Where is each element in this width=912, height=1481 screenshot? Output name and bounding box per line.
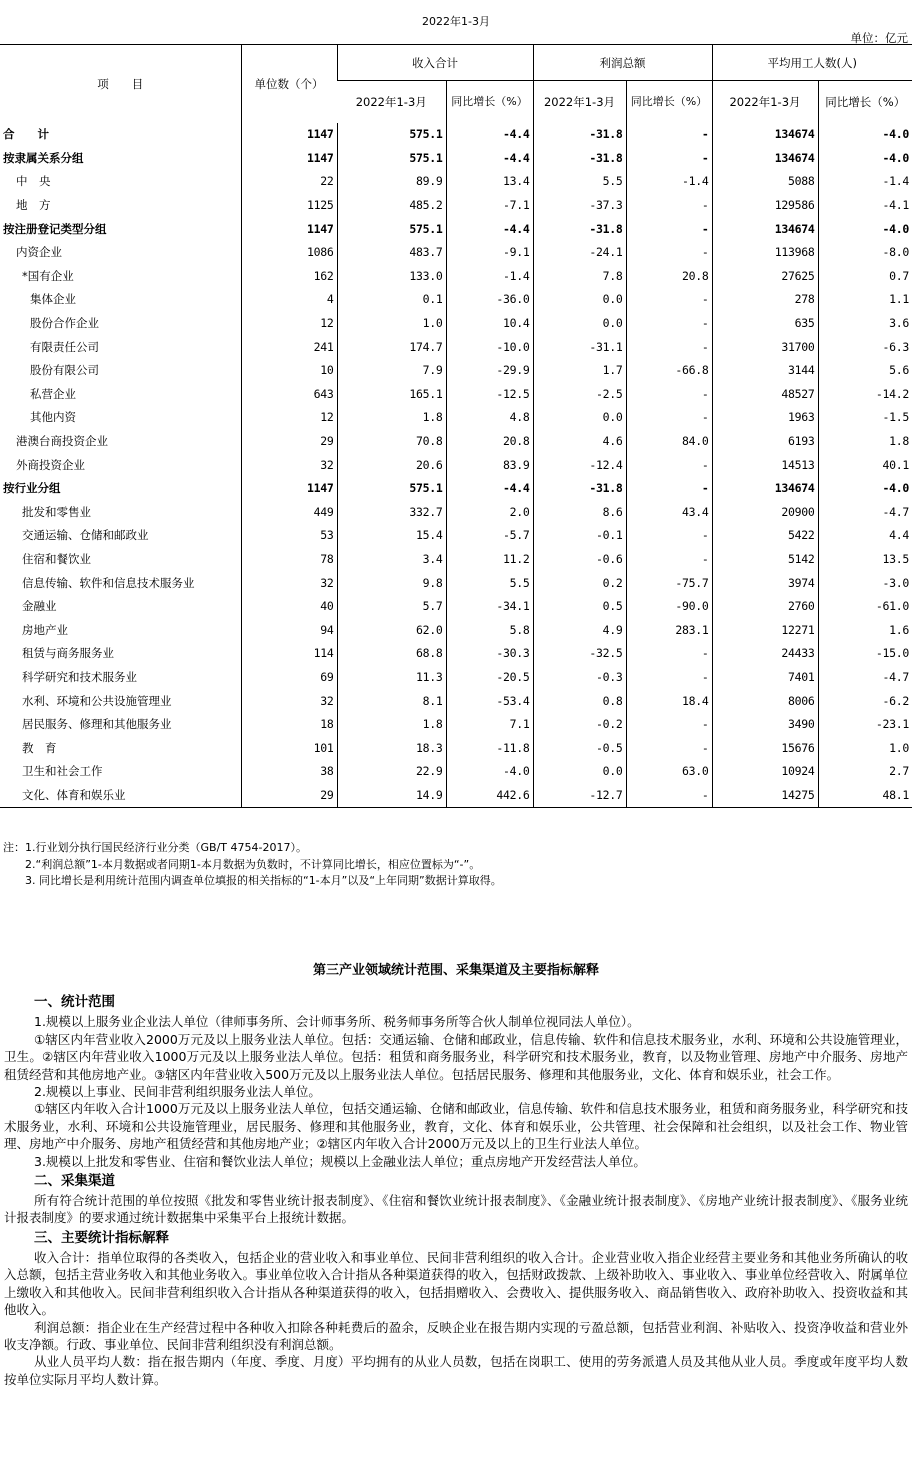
cell-emp: 134674 xyxy=(712,476,818,500)
row-label: 股份有限公司 xyxy=(30,363,99,378)
section-channels: 二、采集渠道 xyxy=(34,1173,115,1190)
cell-emp: 48527 xyxy=(712,382,818,406)
cell-inc: 1.0 xyxy=(337,311,446,335)
cell-units: 1147 xyxy=(241,217,337,241)
cell-units: 38 xyxy=(241,760,337,784)
header-emp-period: 2022年1-3月 xyxy=(712,81,818,123)
cell-inc-g: 2.0 xyxy=(446,500,533,524)
cell-emp-g: -15.0 xyxy=(818,642,912,666)
table-row xyxy=(0,193,912,217)
cell-emp-g: -4.7 xyxy=(818,500,912,524)
row-label: 卫生和社会工作 xyxy=(22,764,103,779)
cell-inc: 14.9 xyxy=(337,783,446,807)
cell-prof: -24.1 xyxy=(533,240,626,264)
cell-emp-g: -8.0 xyxy=(818,240,912,264)
cell-prof-g: - xyxy=(626,217,712,241)
cell-units: 69 xyxy=(241,665,337,689)
table-row xyxy=(0,406,912,430)
header-employees: 平均用工人数(人) xyxy=(712,45,912,81)
table-row xyxy=(0,288,912,312)
cell-prof: -2.5 xyxy=(533,382,626,406)
cell-units: 94 xyxy=(241,618,337,642)
cell-units: 643 xyxy=(241,382,337,406)
cell-prof-g: -1.4 xyxy=(626,170,712,194)
cell-emp: 24433 xyxy=(712,642,818,666)
cell-prof-g: - xyxy=(626,453,712,477)
cell-emp-g: -4.1 xyxy=(818,193,912,217)
row-label: 居民服务、修理和其他服务业 xyxy=(22,717,172,732)
table-row xyxy=(0,358,912,382)
cell-inc: 68.8 xyxy=(337,642,446,666)
cell-emp-g: 0.7 xyxy=(818,264,912,288)
cell-emp: 14513 xyxy=(712,453,818,477)
cell-inc-g: 11.2 xyxy=(446,547,533,571)
cell-emp: 5422 xyxy=(712,524,818,548)
table-row xyxy=(0,594,912,618)
cell-prof: 4.6 xyxy=(533,429,626,453)
row-label: 集体企业 xyxy=(30,292,76,307)
row-label: 交通运输、仓储和邮政业 xyxy=(22,528,149,543)
cell-inc: 3.4 xyxy=(337,547,446,571)
cell-inc: 575.1 xyxy=(337,476,446,500)
cell-emp: 278 xyxy=(712,288,818,312)
cell-emp-g: -1.4 xyxy=(818,170,912,194)
cell-emp-g: 1.1 xyxy=(818,288,912,312)
cell-inc-g: -11.8 xyxy=(446,736,533,760)
cell-emp-g: -1.5 xyxy=(818,406,912,430)
unit-label: 单位：亿元 xyxy=(850,31,908,45)
section-indicators: 三、主要统计指标解释 xyxy=(34,1229,169,1246)
cell-emp-g: 1.6 xyxy=(818,618,912,642)
cell-emp: 20900 xyxy=(712,500,818,524)
cell-inc-g: -30.3 xyxy=(446,642,533,666)
cell-emp-g: 1.0 xyxy=(818,736,912,760)
cell-prof: -31.8 xyxy=(533,476,626,500)
header-income: 收入合计 xyxy=(337,45,533,81)
table-row xyxy=(0,760,912,784)
cell-inc-g: -5.7 xyxy=(446,524,533,548)
row-label: 租赁与商务服务业 xyxy=(22,646,114,661)
paragraph: 2.规模以上事业、民间非营利组织服务业法人单位。 xyxy=(34,1084,321,1100)
cell-units: 162 xyxy=(241,264,337,288)
cell-prof-g: 84.0 xyxy=(626,429,712,453)
cell-prof-g: - xyxy=(626,642,712,666)
cell-emp-g: -4.0 xyxy=(818,123,912,147)
cell-units: 32 xyxy=(241,453,337,477)
cell-emp: 2760 xyxy=(712,594,818,618)
cell-emp-g: -4.0 xyxy=(818,476,912,500)
cell-inc-g: 10.4 xyxy=(446,311,533,335)
header-profit-growth: 同比增长（%） xyxy=(626,81,712,123)
cell-emp: 7401 xyxy=(712,665,818,689)
row-label: 文化、体育和娱乐业 xyxy=(0,783,241,807)
cell-inc: 5.7 xyxy=(337,594,446,618)
cell-prof: 0.0 xyxy=(533,760,626,784)
cell-prof: -0.2 xyxy=(533,712,626,736)
row-label: 外商投资企业 xyxy=(16,457,85,472)
row-label: 信息传输、软件和信息技术服务业 xyxy=(22,575,195,590)
cell-prof: -31.8 xyxy=(533,123,626,147)
cell-prof-g: - xyxy=(626,146,712,170)
cell-inc-g: 13.4 xyxy=(446,170,533,194)
cell-units: 40 xyxy=(241,594,337,618)
cell-inc-g: -4.4 xyxy=(446,217,533,241)
cell-prof: 0.0 xyxy=(533,311,626,335)
note-3: 3. 同比增长是利用统计范围内调查单位填报的相关指标的“1-本月”以及“上年同期”数据计算取得。 xyxy=(3,874,502,887)
paragraph: 收入合计：指单位取得的各类收入，包括企业的营业收入和事业单位、民间非营利组织的收入合计。企业营业收入指企业经营主要业务和其他业务所确认的收入总额，包括主营业务收入和其他业务收入。事业单位收入合计指从各种渠道获得的收入，包括财政拨款、上级补助收入、事业收入、事业单位经营收入、附属单位上缴收入和其他收入。民间非营利组织收入合计指从各种渠道获得的收入，包括捐赠收入、会费收入、提供服务收入、商品销售收入、政府补助收入、投资收益和其他收入。 xyxy=(4,1249,908,1318)
section-scope: 一、统计范围 xyxy=(34,994,115,1011)
cell-emp-g: -61.0 xyxy=(818,594,912,618)
cell-emp: 10924 xyxy=(712,760,818,784)
cell-inc-g: -53.4 xyxy=(446,689,533,713)
cell-prof: -37.3 xyxy=(533,193,626,217)
explanation-section xyxy=(4,962,908,1388)
row-label: 合 计 xyxy=(3,127,49,142)
cell-inc-g: 5.5 xyxy=(446,571,533,595)
row-label: 内资企业 xyxy=(16,245,62,260)
cell-emp: 27625 xyxy=(712,264,818,288)
cell-inc-g: -9.1 xyxy=(446,240,533,264)
cell-emp: 14275 xyxy=(712,783,818,807)
cell-prof-g: -66.8 xyxy=(626,358,712,382)
cell-prof-g: 283.1 xyxy=(626,618,712,642)
cell-emp-g: 1.8 xyxy=(818,429,912,453)
cell-emp-g: 3.6 xyxy=(818,311,912,335)
cell-inc-g: -4.4 xyxy=(446,123,533,147)
cell-inc-g: -29.9 xyxy=(446,358,533,382)
cell-prof: 0.8 xyxy=(533,689,626,713)
cell-emp: 3490 xyxy=(712,712,818,736)
cell-emp: 134674 xyxy=(712,217,818,241)
paragraph: 利润总额：指企业在生产经营过程中各种收入扣除各种耗费后的盈余，反映企业在报告期内实现的亏盈总额，包括营业利润、补贴收入、投资净收益和营业外收支净额。行政、事业单位、民间非营利组织没有利润总额。 xyxy=(4,1319,908,1352)
header-item: 项 目 xyxy=(0,45,241,123)
table-row xyxy=(0,311,912,335)
cell-units: 1147 xyxy=(241,476,337,500)
cell-inc-g: 83.9 xyxy=(446,453,533,477)
row-label: 其他内资 xyxy=(30,410,76,425)
paragraph: 从业人员平均人数：指在报告期内（年度、季度、月度）平均拥有的从业人员数，包括在岗职工、使用的劳务派遣人员及其他从业人员。季度或年度平均人数按单位实际月平均人数计算。 xyxy=(4,1354,908,1387)
cell-inc-g: 5.8 xyxy=(446,618,533,642)
cell-emp-g: 48.1 xyxy=(818,783,912,807)
cell-prof-g: 20.8 xyxy=(626,264,712,288)
table-row xyxy=(0,429,912,453)
cell-prof-g: - xyxy=(626,288,712,312)
cell-inc: 174.7 xyxy=(337,335,446,359)
paragraph: 3.规模以上批发和零售业、住宿和餐饮业法人单位；规模以上金融业法人单位；重点房地产开发经营法人单位。 xyxy=(34,1153,646,1169)
cell-prof-g: -75.7 xyxy=(626,571,712,595)
note-1: 注：1.行业划分执行国民经济行业分类（GB/T 4754-2017）。 xyxy=(3,841,307,854)
table-row xyxy=(0,264,912,288)
cell-prof: 1.7 xyxy=(533,358,626,382)
table-row xyxy=(0,736,912,760)
cell-inc-g: 4.8 xyxy=(446,406,533,430)
cell-units: 4 xyxy=(241,288,337,312)
cell-units: 101 xyxy=(241,736,337,760)
cell-inc: 1.8 xyxy=(337,406,446,430)
cell-inc: 8.1 xyxy=(337,689,446,713)
cell-emp-g: 5.6 xyxy=(818,358,912,382)
statistics-table xyxy=(0,44,912,808)
table-row xyxy=(0,618,912,642)
row-label: 批发和零售业 xyxy=(22,504,91,519)
cell-units: 10 xyxy=(241,358,337,382)
cell-units: 18 xyxy=(241,712,337,736)
cell-units: 32 xyxy=(241,571,337,595)
cell-emp-g: -3.0 xyxy=(818,571,912,595)
cell-prof: -12.7 xyxy=(533,783,626,807)
row-label: 按隶属关系分组 xyxy=(3,150,84,165)
cell-prof-g: - xyxy=(626,335,712,359)
row-label: *国有企业 xyxy=(22,268,74,283)
cell-prof: 0.5 xyxy=(533,594,626,618)
row-label: 地 方 xyxy=(16,198,51,213)
cell-units: 22 xyxy=(241,170,337,194)
cell-inc: 11.3 xyxy=(337,665,446,689)
cell-prof: 0.0 xyxy=(533,288,626,312)
header-income-period: 2022年1-3月 xyxy=(337,81,446,123)
cell-prof: -0.3 xyxy=(533,665,626,689)
cell-units: 32 xyxy=(241,689,337,713)
cell-prof: -12.4 xyxy=(533,453,626,477)
cell-emp-g: -4.0 xyxy=(818,217,912,241)
row-label: 股份合作企业 xyxy=(30,316,99,331)
cell-emp-g: 13.5 xyxy=(818,547,912,571)
row-label: 教 育 xyxy=(22,740,57,755)
cell-units: 449 xyxy=(241,500,337,524)
cell-inc: 20.6 xyxy=(337,453,446,477)
table-row xyxy=(0,335,912,359)
cell-emp: 1963 xyxy=(712,406,818,430)
cell-prof-g: 43.4 xyxy=(626,500,712,524)
cell-inc: 133.0 xyxy=(337,264,446,288)
table-row xyxy=(0,123,912,147)
cell-emp: 6193 xyxy=(712,429,818,453)
cell-inc: 15.4 xyxy=(337,524,446,548)
cell-inc-g: -4.4 xyxy=(446,146,533,170)
cell-inc-g: -4.4 xyxy=(446,476,533,500)
cell-prof: -31.8 xyxy=(533,217,626,241)
cell-prof: 0.2 xyxy=(533,571,626,595)
row-label: 按注册登记类型分组 xyxy=(3,221,107,236)
paragraph: ①辖区内年营业收入2000万元及以上服务业法人单位。包括：交通运输、仓储和邮政业，信息传输、软件和信息技术服务业，水利、环境和公共设施管理业，卫生。②辖区内年营业收入1000万元及以上服务业法人单位。包括：租赁和商务服务业，科学研究和技术服务业，教育，以及物业管理、房地产中介服务、房地产租赁经营和其他房地产业。③辖区内年营业收入500万元及以上服务业法人单位。包括居民服务、修理和其他服务业，文化、体育和娱乐业，社会工作。 xyxy=(4,1031,908,1082)
header-units: 单位数（个） xyxy=(241,45,337,123)
cell-inc-g: 20.8 xyxy=(446,429,533,453)
cell-prof-g: - xyxy=(626,406,712,430)
paragraph: 所有符合统计范围的单位按照《批发和零售业统计报表制度》、《住宿和餐饮业统计报表制度》、《金融业统计报表制度》、《房地产业统计报表制度》、《服务业统计报表制度》的要求通过统计数据集中采集平台上报统计数据。 xyxy=(4,1193,908,1226)
table-row xyxy=(0,382,912,406)
cell-inc: 0.1 xyxy=(337,288,446,312)
row-label: 住宿和餐饮业 xyxy=(22,551,91,566)
cell-emp: 15676 xyxy=(712,736,818,760)
cell-prof-g: - xyxy=(626,665,712,689)
cell-prof-g: - xyxy=(626,547,712,571)
table-row xyxy=(0,217,912,241)
table-row xyxy=(0,240,912,264)
cell-units: 1147 xyxy=(241,123,337,147)
cell-prof-g: 63.0 xyxy=(626,760,712,784)
cell-emp: 134674 xyxy=(712,146,818,170)
cell-units: 12 xyxy=(241,311,337,335)
row-label: 房地产业 xyxy=(22,622,68,637)
cell-prof-g: -90.0 xyxy=(626,594,712,618)
cell-units: 241 xyxy=(241,335,337,359)
cell-prof: -0.6 xyxy=(533,547,626,571)
cell-prof-g: 18.4 xyxy=(626,689,712,713)
row-label: 私营企业 xyxy=(30,386,76,401)
cell-units: 53 xyxy=(241,524,337,548)
cell-emp: 5142 xyxy=(712,547,818,571)
cell-prof: 5.5 xyxy=(533,170,626,194)
cell-units: 1125 xyxy=(241,193,337,217)
cell-prof: -31.1 xyxy=(533,335,626,359)
cell-prof-g: - xyxy=(626,712,712,736)
table-notes xyxy=(3,840,908,890)
cell-emp: 3144 xyxy=(712,358,818,382)
header-profit: 利润总额 xyxy=(533,45,712,81)
table-row xyxy=(0,783,912,807)
cell-emp-g: -14.2 xyxy=(818,382,912,406)
cell-inc: 575.1 xyxy=(337,217,446,241)
cell-prof: -31.8 xyxy=(533,146,626,170)
cell-inc: 7.9 xyxy=(337,358,446,382)
cell-emp-g: -6.3 xyxy=(818,335,912,359)
table-row xyxy=(0,665,912,689)
cell-inc-g: -36.0 xyxy=(446,288,533,312)
cell-inc: 575.1 xyxy=(337,123,446,147)
cell-prof-g: - xyxy=(626,193,712,217)
row-label: 水利、环境和公共设施管理业 xyxy=(22,693,172,708)
cell-emp: 134674 xyxy=(712,123,818,147)
table-row xyxy=(0,524,912,548)
cell-prof-g: - xyxy=(626,476,712,500)
cell-prof: 7.8 xyxy=(533,264,626,288)
table-row xyxy=(0,453,912,477)
cell-prof-g: - xyxy=(626,736,712,760)
cell-inc: 70.8 xyxy=(337,429,446,453)
note-2: 2.“利润总额”1-本月数据或者同期1-本月数据为负数时，不计算同比增长，相应位置标为“-”。 xyxy=(3,857,481,871)
row-label: 金融业 xyxy=(22,599,57,614)
cell-units: 114 xyxy=(241,642,337,666)
cell-prof-g: - xyxy=(626,382,712,406)
table-body xyxy=(0,123,912,808)
cell-inc-g: -10.0 xyxy=(446,335,533,359)
cell-prof-g: - xyxy=(626,311,712,335)
cell-emp: 5088 xyxy=(712,170,818,194)
report-period: 2022年1-3月 xyxy=(422,15,490,28)
cell-inc-g: -4.0 xyxy=(446,760,533,784)
cell-emp-g: -4.7 xyxy=(818,665,912,689)
cell-inc-g: -1.4 xyxy=(446,264,533,288)
cell-emp: 12271 xyxy=(712,618,818,642)
table-row xyxy=(0,146,912,170)
table-row xyxy=(0,642,912,666)
cell-inc-g: 7.1 xyxy=(446,712,533,736)
cell-prof: -0.1 xyxy=(533,524,626,548)
cell-inc-g: -34.1 xyxy=(446,594,533,618)
header-emp-growth: 同比增长（%） xyxy=(818,81,912,123)
cell-inc: 483.7 xyxy=(337,240,446,264)
table-row xyxy=(0,712,912,736)
cell-emp-g: 2.7 xyxy=(818,760,912,784)
cell-inc: 332.7 xyxy=(337,500,446,524)
cell-units: 78 xyxy=(241,547,337,571)
row-label: 港澳台商投资企业 xyxy=(16,434,108,449)
table-row xyxy=(0,689,912,713)
cell-prof: -0.5 xyxy=(533,736,626,760)
cell-emp-g: -23.1 xyxy=(818,712,912,736)
cell-inc: 485.2 xyxy=(337,193,446,217)
cell-inc: 22.9 xyxy=(337,760,446,784)
table-row xyxy=(0,170,912,194)
cell-prof-g: - xyxy=(626,524,712,548)
row-label: 按行业分组 xyxy=(3,481,61,496)
cell-prof: 8.6 xyxy=(533,500,626,524)
header-profit-period: 2022年1-3月 xyxy=(533,81,626,123)
table-row xyxy=(0,547,912,571)
explanation-title: 第三产业领域统计范围、采集渠道及主要指标解释 xyxy=(312,963,599,978)
cell-prof-g: - xyxy=(626,240,712,264)
cell-inc: 9.8 xyxy=(337,571,446,595)
cell-inc-g: -7.1 xyxy=(446,193,533,217)
cell-emp: 31700 xyxy=(712,335,818,359)
table-row xyxy=(0,571,912,595)
cell-emp-g: 4.4 xyxy=(818,524,912,548)
cell-inc: 575.1 xyxy=(337,146,446,170)
cell-emp: 129586 xyxy=(712,193,818,217)
paragraph: ①辖区内年收入合计1000万元及以上服务业法人单位，包括交通运输、仓储和邮政业，信息传输、软件和信息技术服务业，租赁和商务服务业，科学研究和技术服务业，水利、环境和公共设施管理业，居民服务、修理和其他服务业，教育，文化、体育和娱乐业，公共管理、社会保障和社会组织，以及社会工作、物业管理、房地产中介服务、房地产租赁经营和其他房地产业；②辖区内年收入合计2000万元及以上的卫生行业法人单位。 xyxy=(4,1101,908,1152)
cell-prof: 4.9 xyxy=(533,618,626,642)
cell-prof: 0.0 xyxy=(533,406,626,430)
cell-inc: 18.3 xyxy=(337,736,446,760)
table-row xyxy=(0,500,912,524)
cell-emp: 8006 xyxy=(712,689,818,713)
cell-units: 12 xyxy=(241,406,337,430)
cell-emp: 635 xyxy=(712,311,818,335)
cell-emp-g: -4.0 xyxy=(818,146,912,170)
cell-inc-g: 442.6 xyxy=(446,783,533,807)
cell-prof-g: - xyxy=(626,123,712,147)
cell-units: 29 xyxy=(241,783,337,807)
paragraph: 1.规模以上服务业企业法人单位（律师事务所、会计师事务所、税务师事务所等合伙人制单位视同法人单位）。 xyxy=(34,1014,640,1030)
cell-emp-g: 40.1 xyxy=(818,453,912,477)
cell-inc: 89.9 xyxy=(337,170,446,194)
cell-units: 29 xyxy=(241,429,337,453)
cell-prof: -32.5 xyxy=(533,642,626,666)
table-row xyxy=(0,476,912,500)
cell-prof-g: - xyxy=(626,783,712,807)
row-label: 有限责任公司 xyxy=(30,339,99,354)
cell-units: 1086 xyxy=(241,240,337,264)
cell-units: 1147 xyxy=(241,146,337,170)
cell-emp: 3974 xyxy=(712,571,818,595)
cell-inc-g: -12.5 xyxy=(446,382,533,406)
row-label: 科学研究和技术服务业 xyxy=(22,669,137,684)
row-label: 中 央 xyxy=(16,174,51,189)
cell-emp: 113968 xyxy=(712,240,818,264)
cell-inc-g: -20.5 xyxy=(446,665,533,689)
cell-inc: 1.8 xyxy=(337,712,446,736)
cell-inc: 62.0 xyxy=(337,618,446,642)
cell-emp-g: -6.2 xyxy=(818,689,912,713)
cell-inc: 165.1 xyxy=(337,382,446,406)
header-income-growth: 同比增长（%） xyxy=(446,81,533,123)
